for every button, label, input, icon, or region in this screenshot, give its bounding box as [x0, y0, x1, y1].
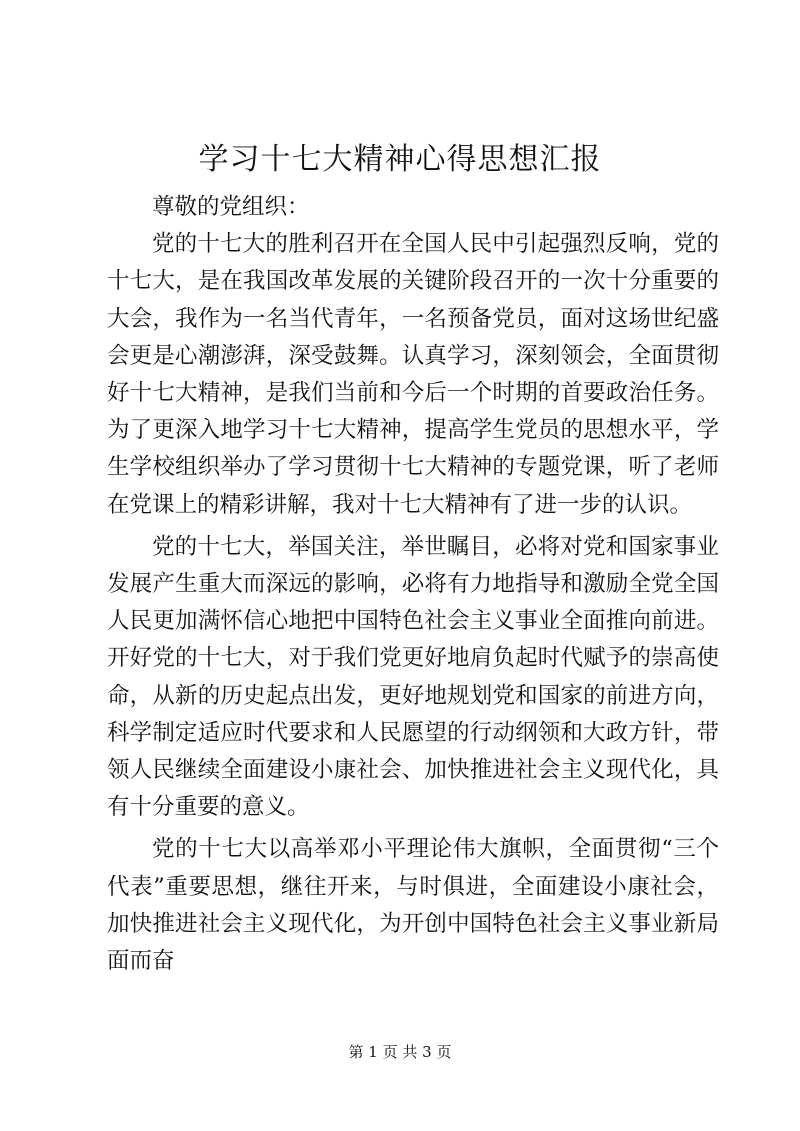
document-title: 学习十七大精神心得思想汇报 [198, 142, 602, 177]
document-body [107, 189, 719, 980]
salutation: 尊敬的党组织： [152, 194, 310, 220]
page-number-footer: 第 1 页 共 3 页 [348, 1043, 452, 1061]
paragraph-1: 党的十七大的胜利召开在全国人民中引起强烈反响，党的十七大，是在我国改革发展的关键阶段召开的一次十分重要的大会，我作为一名当代青年，一名预备党员，面对这场世纪盛会更是心潮澎湃，深受鼓舞。认真学习，深刻领会，全面贯彻好十七大精神，是我们当前和今后一个时期的首要政治任务。为了更深入地学习十七大精神，提高学生党员的思想水平，学生学校组织举办了学习贯彻十七大精神的专题党课，听了老师在党课上的精彩讲解，我对十七大精神有了进一步的认识。 [107, 231, 719, 518]
paragraph-3: 党的十七大以高举邓小平理论伟大旗帜，全面贯彻“三个代表”重要思想，继往开来，与时俱进，全面建设小康社会，加快推进社会主义现代化，为开创中国特色社会主义事业新局面而奋 [107, 836, 719, 975]
paragraph-2: 党的十七大，举国关注，举世瞩目，必将对党和国家事业发展产生重大而深远的影响，必将有力地指导和激励全党全国人民更加满怀信心地把中国特色社会主义事业全面推向前进。开好党的十七大，对于我们党更好地肩负起时代赋予的崇高使命，从新的历史起点出发，更好地规划党和国家的前进方向，科学制定适应时代要求和人民愿望的行动纲领和大政方针，带领人民继续全面建设小康社会、加快推进社会主义现代化，具有十分重要的意义。 [107, 533, 719, 821]
